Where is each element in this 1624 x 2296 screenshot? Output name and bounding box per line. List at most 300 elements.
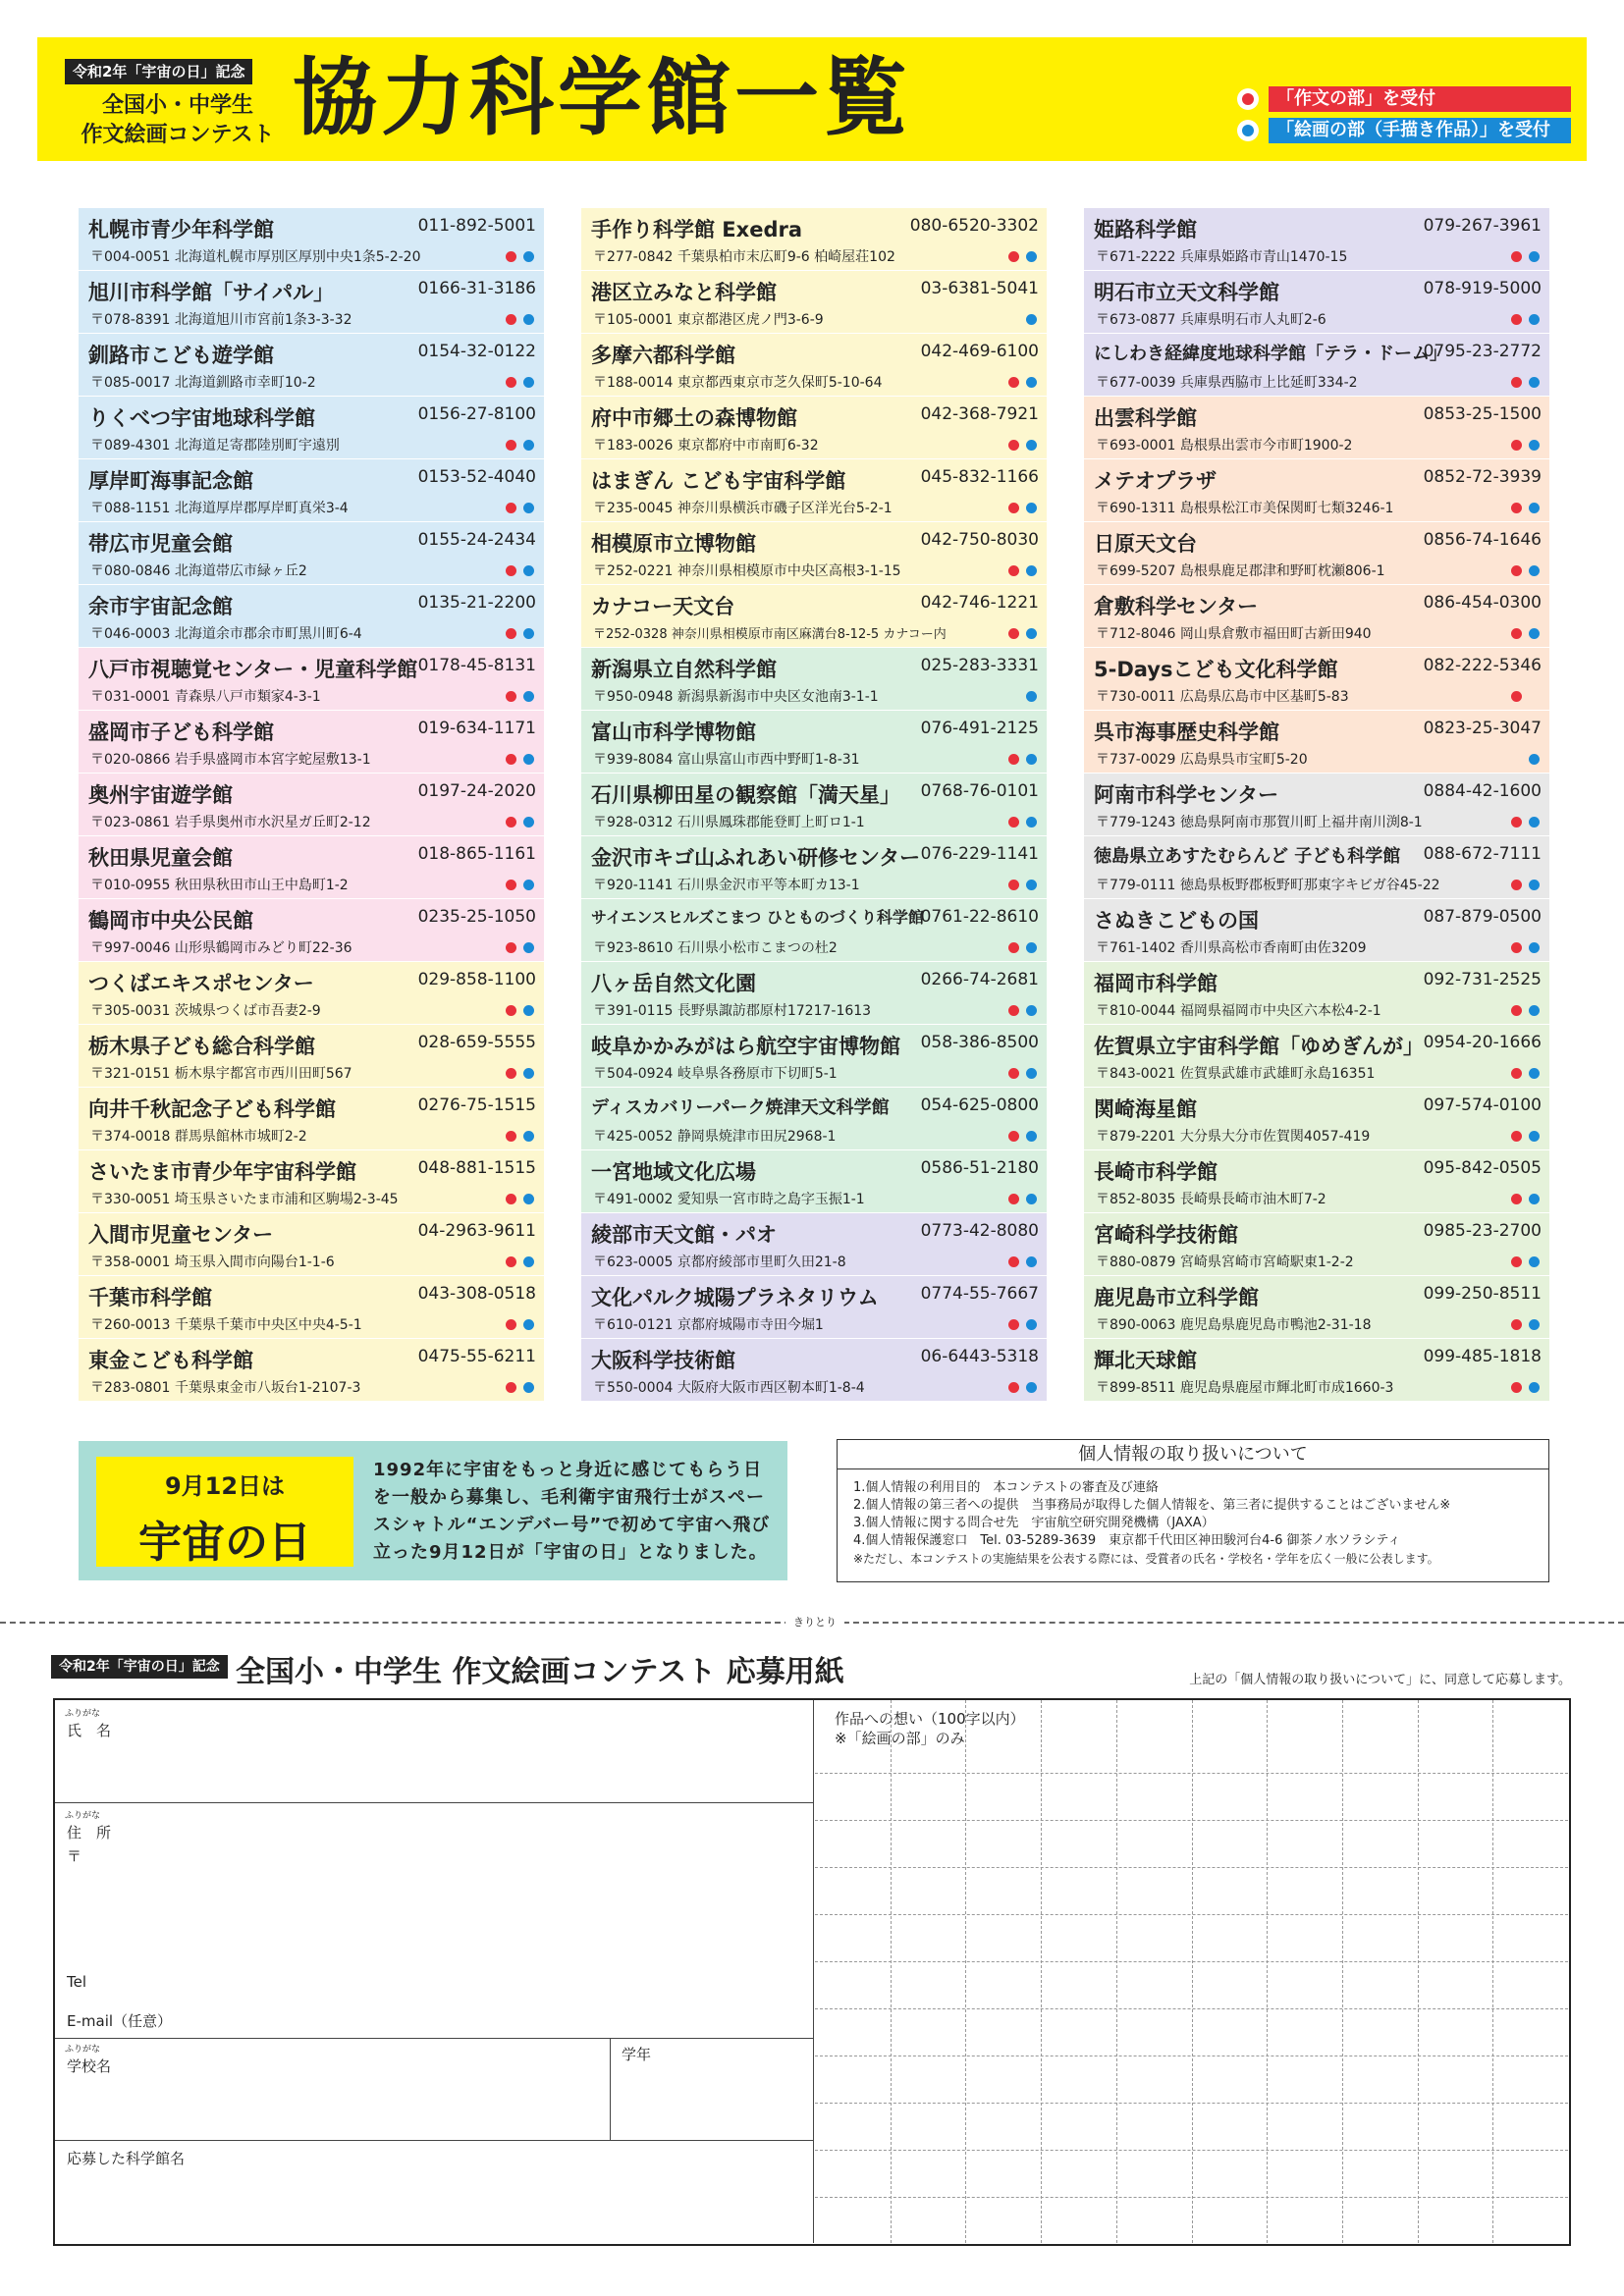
museum-name: 佐賀県立宇宙科学館「ゆめぎんが」 (1094, 1035, 1424, 1058)
museum-address: 〒923-8610 石川県小松市こまつの杜2 (593, 940, 838, 956)
drawing-dot-icon (1529, 1256, 1540, 1267)
museum-address: 〒252-0328 神奈川県相模原市南区麻溝台8-12-5 カナコー内 (593, 627, 947, 642)
museum-card (1084, 208, 1549, 271)
museum-card (1084, 711, 1549, 774)
drawing-dot-icon (523, 1319, 534, 1330)
museum-name: 盛岡市子ども科学館 (88, 721, 274, 744)
museum-address: 〒761-1402 香川県高松市香南町由佐3209 (1096, 940, 1367, 956)
thoughts-field[interactable] (815, 1700, 1568, 2243)
museum-name: はまぎん こども宇宙科学館 (591, 469, 846, 493)
essay-dot-icon (1511, 691, 1522, 702)
drawing-dot-icon (1529, 1319, 1540, 1330)
museum-address: 〒779-0111 徳島県板野郡板野町那東字キビガ谷45-22 (1096, 878, 1440, 893)
privacy-title: 個人情報の取り扱いについて (838, 1440, 1548, 1469)
museum-address: 〒046-0003 北海道余市郡余市町黒川町6-4 (90, 626, 362, 642)
museum-address: 〒550-0004 大阪府大阪市西区靭本町1-8-4 (593, 1380, 865, 1396)
privacy-lines (838, 1469, 1548, 1568)
museum-name: 釧路市こども遊学館 (88, 344, 274, 367)
header-subtitle-line1: 全国小・中学生 (101, 93, 253, 118)
essay-dot-icon (1008, 565, 1019, 576)
museum-tel: 097-574-0100 (1423, 1095, 1542, 1115)
museum-address: 〒085-0017 北海道釧路市幸町10-2 (90, 375, 316, 391)
museum-name: 富山市科学博物館 (591, 721, 756, 744)
museum-address: 〒810-0044 福岡県福岡市中央区六本松4-2-1 (1096, 1003, 1381, 1019)
museum-name: 栃木県子ども総合科学館 (88, 1035, 315, 1058)
essay-dot-icon (506, 314, 516, 325)
school-label: 学校名 (67, 2057, 112, 2075)
museum-name: 余市宇宙記念館 (88, 595, 233, 618)
museum-card (581, 208, 1047, 271)
museum-tel: 0276-75-1515 (417, 1095, 536, 1115)
grid-line (815, 1914, 1568, 1915)
museum-tel: 025-283-3331 (920, 656, 1039, 675)
essay-dot-icon (1008, 1005, 1019, 1016)
essay-dot-icon (1511, 440, 1522, 451)
drawing-dot-icon (1529, 880, 1540, 890)
museum-tel: 0266-74-2681 (920, 970, 1039, 989)
museum-name: 奥州宇宙遊学館 (88, 783, 233, 807)
museum-card (581, 522, 1047, 585)
form-divider (813, 1700, 814, 2243)
museum-address: 〒260-0013 千葉県千葉市中央区中央4-5-1 (90, 1317, 362, 1333)
drawing-dot-icon (1026, 251, 1037, 262)
drawing-dot-icon (1026, 628, 1037, 639)
grid-line (815, 1867, 1568, 1868)
drawing-dot-icon (1026, 565, 1037, 576)
essay-dot-icon (1511, 1256, 1522, 1267)
museum-address: 〒283-0801 千葉県東金市八坂台1-2107-3 (90, 1380, 361, 1396)
essay-dot-icon (1008, 1319, 1019, 1330)
museum-tel: 0154-32-0122 (417, 342, 536, 361)
address-field[interactable] (55, 1802, 813, 2038)
postal-mark: 〒 (67, 1847, 82, 1865)
school-field[interactable] (55, 2038, 610, 2140)
museum-address: 〒899-8511 鹿児島県鹿屋市輝北町市成1660-3 (1096, 1380, 1394, 1396)
cut-label: きりとり (785, 1614, 844, 1629)
museum-card (581, 1150, 1047, 1213)
essay-dot-icon (506, 1256, 516, 1267)
drawing-dot-icon (1026, 503, 1037, 513)
museum-card (1084, 1339, 1549, 1402)
museum-card (79, 522, 544, 585)
museum-card (581, 774, 1047, 836)
museum-card (79, 397, 544, 459)
museum-address: 〒928-0312 石川県鳳珠郡能登町上町ロ1-1 (593, 815, 865, 830)
museum-name: 入間市児童センター (88, 1223, 274, 1247)
museum-address: 〒693-0001 島根県出雲市今市町1900-2 (1096, 438, 1353, 454)
drawing-dot-icon (1529, 1131, 1540, 1142)
essay-dot-icon (1511, 251, 1522, 262)
museum-name: 阿南市科学センター (1094, 783, 1279, 807)
museum-address: 〒610-0121 京都府城陽市寺田今堀1 (593, 1317, 824, 1333)
privacy-line: 3.個人情報に関する問合せ先 宇宙航空研究開発機構（JAXA） (853, 1516, 1215, 1530)
museum-address: 〒391-0115 長野県諏訪郡原村17217-1613 (593, 1003, 872, 1019)
museum-name: 関崎海星館 (1094, 1097, 1197, 1121)
museum-name: 輝北天球館 (1094, 1349, 1197, 1372)
essay-dot-icon (1511, 942, 1522, 953)
museum-address: 〒188-0014 東京都西東京市芝久保町5-10-64 (593, 375, 883, 391)
museum-tel: 0795-23-2772 (1423, 342, 1542, 361)
museum-tel: 029-858-1100 (417, 970, 536, 989)
museum-card (79, 774, 544, 836)
drawing-dot-icon (1529, 251, 1540, 262)
museum-card (79, 1088, 544, 1150)
museum-address: 〒879-2201 大分県大分市佐賀関4057-419 (1096, 1129, 1371, 1145)
drawing-dot-icon (1026, 440, 1037, 451)
drawing-dot-icon (1026, 1319, 1037, 1330)
museum-card (1084, 397, 1549, 459)
museum-card (581, 1339, 1047, 1402)
museum-card (1084, 585, 1549, 648)
drawing-dot-icon (523, 1068, 534, 1079)
essay-dot-icon (1511, 817, 1522, 828)
museum-tel: 06-6443-5318 (920, 1347, 1039, 1366)
essay-dot-icon (1008, 1131, 1019, 1142)
museum-name: 厚岸町海事記念館 (88, 469, 253, 493)
museum-address: 〒305-0031 茨城県つくば市吾妻2-9 (90, 1003, 321, 1019)
museum-name: 札幌市青少年科学館 (88, 218, 274, 241)
museum-tel: 0235-25-1050 (417, 907, 536, 927)
grid-line (1418, 1700, 1419, 2243)
drawing-dot-icon (1026, 1382, 1037, 1393)
museum-address: 〒020-0866 岩手県盛岡市本宮字蛇屋敷13-1 (90, 752, 371, 768)
museum-name: 呉市海事歴史科学館 (1094, 721, 1279, 744)
drawing-dot-icon (1529, 503, 1540, 513)
museum-name: 倉敷科学センター (1094, 595, 1259, 618)
museum-card (79, 271, 544, 334)
museum-tel: 0475-55-6211 (417, 1347, 536, 1366)
museum-tel: 0985-23-2700 (1423, 1221, 1542, 1241)
museum-address: 〒277-0842 千葉県柏市末広町9-6 柏崎屋荘102 (593, 249, 895, 265)
museum-card (581, 648, 1047, 711)
museum-card (1084, 271, 1549, 334)
drawing-dot-icon (1529, 1382, 1540, 1393)
museum-tel: 045-832-1166 (920, 467, 1039, 487)
museum-name: 5-Daysこども文化科学館 (1094, 658, 1338, 681)
drawing-dot-icon (523, 754, 534, 765)
drawing-dot-icon (1026, 314, 1037, 325)
museum-card (79, 1025, 544, 1088)
museum-tel: 0773-42-8080 (920, 1221, 1039, 1241)
name-label: 氏 名 (67, 1722, 112, 1739)
museum-tel: 0954-20-1666 (1423, 1033, 1542, 1052)
space-day-date: 9月12日は (164, 1472, 286, 1500)
museum-card (581, 1213, 1047, 1276)
museum-name: さいたま市青少年宇宙科学館 (88, 1160, 356, 1184)
museum-card (581, 334, 1047, 397)
blue-dot-icon (1237, 120, 1259, 141)
museum-tel: 0156-27-8100 (417, 404, 536, 424)
museum-address: 〒010-0955 秋田県秋田市山王中島町1-2 (90, 878, 349, 893)
museum-address: 〒023-0861 岩手県奥州市水沢星ガ丘町2-12 (90, 815, 371, 830)
drawing-dot-icon (523, 251, 534, 262)
museum-tel: 0135-21-2200 (417, 593, 536, 613)
museum-card (581, 459, 1047, 522)
essay-dot-icon (1511, 314, 1522, 325)
museum-tel: 054-625-0800 (920, 1095, 1039, 1115)
museum-tel: 092-731-2525 (1423, 970, 1542, 989)
museum-address: 〒088-1151 北海道厚岸郡厚岸町真栄3-4 (90, 501, 349, 516)
drawing-dot-icon (1529, 565, 1540, 576)
grid-line (1492, 1700, 1493, 2243)
museum-address: 〒425-0052 静岡県焼津市田尻2968-1 (593, 1129, 837, 1145)
museum-name: 八ヶ岳自然文化園 (591, 972, 756, 995)
drawing-dot-icon (1026, 1068, 1037, 1079)
museum-address: 〒779-1243 徳島県阿南市那賀川町上福井南川渕8-1 (1096, 815, 1423, 830)
grid-line (815, 1820, 1568, 1821)
drawing-dot-icon (1026, 754, 1037, 765)
email-label: E-mail（任意） (67, 2012, 173, 2030)
museum-card (581, 711, 1047, 774)
museum-name: さぬきこどもの国 (1094, 909, 1259, 933)
museum-card (581, 271, 1047, 334)
essay-dot-icon (1511, 1319, 1522, 1330)
museum-card (79, 836, 544, 899)
drawing-dot-icon (1026, 1005, 1037, 1016)
museum-address: 〒737-0029 広島県呉市宝町5-20 (1096, 752, 1308, 768)
essay-dot-icon (1511, 880, 1522, 890)
essay-dot-icon (1511, 1005, 1522, 1016)
form-badge: 令和2年「宇宙の日」記念 (51, 1655, 228, 1679)
grid-line (815, 1961, 1568, 1962)
museum-card (581, 962, 1047, 1025)
form-title: 全国小・中学生 作文絵画コンテスト 応募用紙 (236, 1655, 844, 1689)
drawing-dot-icon (1026, 1131, 1037, 1142)
museum-tel: 0856-74-1646 (1423, 530, 1542, 550)
museum-tel: 076-491-2125 (920, 719, 1039, 738)
page-title: 協力科学館一覧 (293, 49, 911, 147)
museum-name: サイエンスヒルズこまつ ひとものづくり科学館 (591, 908, 924, 927)
museum-address: 〒843-0021 佐賀県武雄市武雄町永島16351 (1096, 1066, 1376, 1082)
museum-card (79, 962, 544, 1025)
essay-dot-icon (1511, 1068, 1522, 1079)
legend-drawing (1237, 118, 1571, 143)
header-banner (37, 37, 1587, 161)
privacy-box (837, 1439, 1549, 1582)
drawing-dot-icon (523, 1131, 534, 1142)
museum-name: 千葉市科学館 (88, 1286, 212, 1309)
essay-dot-icon (1008, 251, 1019, 262)
museum-address: 〒699-5207 島根県鹿足郡津和野町枕瀬806-1 (1096, 563, 1385, 579)
museum-field[interactable] (55, 2140, 813, 2243)
essay-dot-icon (506, 1068, 516, 1079)
essay-dot-icon (1008, 754, 1019, 765)
drawing-dot-icon (1529, 628, 1540, 639)
museum-tel: 0884-42-1600 (1423, 781, 1542, 801)
museum-tel: 042-750-8030 (920, 530, 1039, 550)
name-furigana: ふりがな (65, 1709, 101, 1719)
space-day-text: 1992年に宇宙をもっと身近に感じてもらう日を一般から募集し、毛利衛宇宙飛行士がスペースシャトル“エンデバー号”で初めて宇宙へ飛び立った9月12日が「宇宙の日」となりました。 (373, 1460, 771, 1563)
school-furigana: ふりがな (65, 2045, 101, 2055)
museum-name: 福岡市科学館 (1094, 972, 1218, 995)
privacy-line: ※ただし、本コンテストの実施結果を公表する際には、受賞者の氏名・学校名・学年を広く一般に公表します。 (853, 1552, 1439, 1566)
drawing-dot-icon (523, 942, 534, 953)
museum-name: 帯広市児童会館 (88, 532, 233, 556)
drawing-dot-icon (1026, 1194, 1037, 1204)
museum-name: 姫路科学館 (1094, 218, 1197, 241)
drawing-dot-icon (1529, 942, 1540, 953)
museum-address: 〒950-0948 新潟県新潟市中央区女池南3-1-1 (593, 689, 879, 705)
museum-label: 応募した科学館名 (67, 2150, 186, 2167)
museum-name: 明石市立天文科学館 (1094, 281, 1279, 304)
essay-dot-icon (1511, 565, 1522, 576)
museum-address: 〒078-8391 北海道旭川市宮前1条3-3-32 (90, 312, 352, 328)
essay-dot-icon (1008, 1382, 1019, 1393)
museum-tel: 0153-52-4040 (417, 467, 536, 487)
museum-name: 日原天文台 (1094, 532, 1197, 556)
essay-dot-icon (1511, 1194, 1522, 1204)
legend-essay (1237, 86, 1571, 112)
museum-card (79, 711, 544, 774)
red-dot-icon (1237, 88, 1259, 110)
museum-tel: 076-229-1141 (920, 844, 1039, 864)
drawing-dot-icon (1026, 817, 1037, 828)
space-day-title: 宇宙の日 (138, 1518, 311, 1568)
drawing-dot-icon (523, 440, 534, 451)
museum-tel: 042-746-1221 (920, 593, 1039, 613)
header-subtitle (65, 91, 291, 150)
essay-dot-icon (1008, 503, 1019, 513)
privacy-line: 2.個人情報の第三者への提供 当事務局が取得した個人情報を、第三者に提供することはございません※ (853, 1498, 1451, 1513)
museum-name: 府中市郷土の森博物館 (591, 406, 797, 430)
museum-card (1084, 1025, 1549, 1088)
museum-name: 出雲科学館 (1094, 406, 1197, 430)
museum-tel: 019-634-1171 (417, 719, 536, 738)
museum-card (79, 334, 544, 397)
drawing-dot-icon (523, 1194, 534, 1204)
space-day-box (79, 1441, 787, 1580)
museum-address: 〒623-0005 京都府綾部市里町久田21-8 (593, 1255, 846, 1270)
museum-name: にしわき経緯度地球科学館「テラ・ドーム」 (1094, 344, 1447, 364)
grid-line (965, 1700, 966, 2243)
privacy-line: 1.個人情報の利用目的 本コンテストの審査及び連絡 (853, 1480, 1159, 1495)
essay-dot-icon (506, 628, 516, 639)
museum-name: 秋田県児童会館 (88, 846, 233, 870)
drawing-dot-icon (523, 503, 534, 513)
museum-tel: 043-308-0518 (417, 1284, 536, 1304)
museum-address: 〒880-0879 宮崎県宮崎市宮崎駅東1-2-2 (1096, 1255, 1354, 1270)
essay-dot-icon (1008, 440, 1019, 451)
essay-dot-icon (1511, 628, 1522, 639)
museum-column-1 (79, 208, 544, 1402)
museum-name: 長崎市科学館 (1094, 1160, 1218, 1184)
grid-line (815, 2103, 1568, 2104)
museum-tel: 088-672-7111 (1423, 844, 1542, 864)
drawing-dot-icon (1529, 754, 1540, 765)
drawing-dot-icon (523, 1256, 534, 1267)
header-badge: 令和2年「宇宙の日」記念 (65, 59, 252, 84)
museum-address: 〒031-0001 青森県八戸市類家4-3-1 (90, 689, 321, 705)
grid-line (815, 1773, 1568, 1774)
museum-address: 〒852-8035 長崎県長崎市油木町7-2 (1096, 1192, 1326, 1207)
grade-field[interactable] (610, 2038, 813, 2140)
drawing-dot-icon (523, 1382, 534, 1393)
museum-address: 〒890-0063 鹿児島県鹿児島市鴨池2-31-18 (1096, 1317, 1372, 1333)
drawing-dot-icon (1026, 1256, 1037, 1267)
essay-dot-icon (1511, 1131, 1522, 1142)
museum-tel: 0768-76-0101 (920, 781, 1039, 801)
grid-line (1192, 1700, 1193, 2243)
museum-tel: 0761-22-8610 (920, 907, 1039, 927)
museum-name: つくばエキスポセンター (88, 972, 314, 995)
museum-tel: 018-865-1161 (417, 844, 536, 864)
museum-address: 〒330-0051 埼玉県さいたま市浦和区駒場2-3-45 (90, 1192, 399, 1207)
museum-card (79, 1339, 544, 1402)
museum-card (1084, 1213, 1549, 1276)
museum-address: 〒105-0001 東京都港区虎ノ門3-6-9 (593, 312, 824, 328)
museum-tel: 011-892-5001 (417, 216, 536, 236)
drawing-dot-icon (1529, 1068, 1540, 1079)
museum-address: 〒321-0151 栃木県宇都宮市西川田町567 (90, 1066, 352, 1082)
museum-tel: 04-2963-9611 (417, 1221, 536, 1241)
museum-name: カナコー天文台 (591, 595, 735, 618)
museum-tel: 03-6381-5041 (920, 279, 1039, 298)
museum-name: 岐阜かかみがはら航空宇宙博物館 (591, 1035, 900, 1058)
grid-line (1116, 1700, 1117, 2243)
museum-card (1084, 836, 1549, 899)
drawing-dot-icon (1529, 377, 1540, 388)
museum-address: 〒673-0877 兵庫県明石市人丸町2-6 (1096, 312, 1326, 328)
museum-tel: 082-222-5346 (1423, 656, 1542, 675)
essay-dot-icon (506, 817, 516, 828)
museum-tel: 0155-24-2434 (417, 530, 536, 550)
essay-dot-icon (1008, 880, 1019, 890)
drawing-dot-icon (523, 377, 534, 388)
museum-name: 綾部市天文館・パオ (591, 1223, 777, 1247)
museum-address: 〒374-0018 群馬県館林市城町2-2 (90, 1129, 307, 1145)
museum-name: 相模原市立博物館 (591, 532, 756, 556)
museum-address: 〒358-0001 埼玉県入間市向陽台1-1-6 (90, 1255, 335, 1270)
museum-card (1084, 334, 1549, 397)
essay-dot-icon (506, 503, 516, 513)
museum-card (581, 1276, 1047, 1339)
museum-address: 〒712-8046 岡山県倉敷市福田町古新田940 (1096, 626, 1372, 642)
museum-name: 旭川市科学館「サイパル」 (88, 281, 335, 304)
drawing-dot-icon (1026, 377, 1037, 388)
name-field[interactable] (55, 1700, 813, 1802)
museum-tel: 099-250-8511 (1423, 1284, 1542, 1304)
drawing-dot-icon (1529, 1005, 1540, 1016)
museum-tel: 095-842-0505 (1423, 1158, 1542, 1178)
drawing-dot-icon (1529, 1194, 1540, 1204)
museum-name: 石川県柳田星の観察館「満天星」 (591, 783, 900, 807)
museum-column-2 (581, 208, 1047, 1402)
museum-card (1084, 899, 1549, 962)
grid-line (1041, 1700, 1042, 2243)
museum-card (581, 899, 1047, 962)
museum-card (1084, 962, 1549, 1025)
legend-essay-label: 「作文の部」を受付 (1269, 86, 1571, 112)
essay-dot-icon (1511, 503, 1522, 513)
museum-tel: 0586-51-2180 (920, 1158, 1039, 1178)
museum-tel: 087-879-0500 (1423, 907, 1542, 927)
drawing-dot-icon (1529, 817, 1540, 828)
museum-card (1084, 1276, 1549, 1339)
essay-dot-icon (1008, 628, 1019, 639)
legend-drawing-label: 「絵画の部（手描き作品）」を受付 (1269, 118, 1571, 143)
museum-name: 文化パルク城陽プラネタリウム (591, 1286, 879, 1309)
museum-address: 〒004-0051 北海道札幌市厚別区厚別中央1条5-2-20 (90, 249, 421, 265)
grid-line (1267, 1700, 1268, 2243)
museum-name: 徳島県立あすたむらんど 子ども科学館 (1094, 846, 1401, 867)
museum-card (1084, 774, 1549, 836)
drawing-dot-icon (523, 880, 534, 890)
essay-dot-icon (1008, 1256, 1019, 1267)
thoughts-note: ※「絵画の部」のみ (835, 1730, 965, 1747)
museum-card (581, 836, 1047, 899)
museum-tel: 086-454-0300 (1423, 593, 1542, 613)
museum-card (581, 397, 1047, 459)
